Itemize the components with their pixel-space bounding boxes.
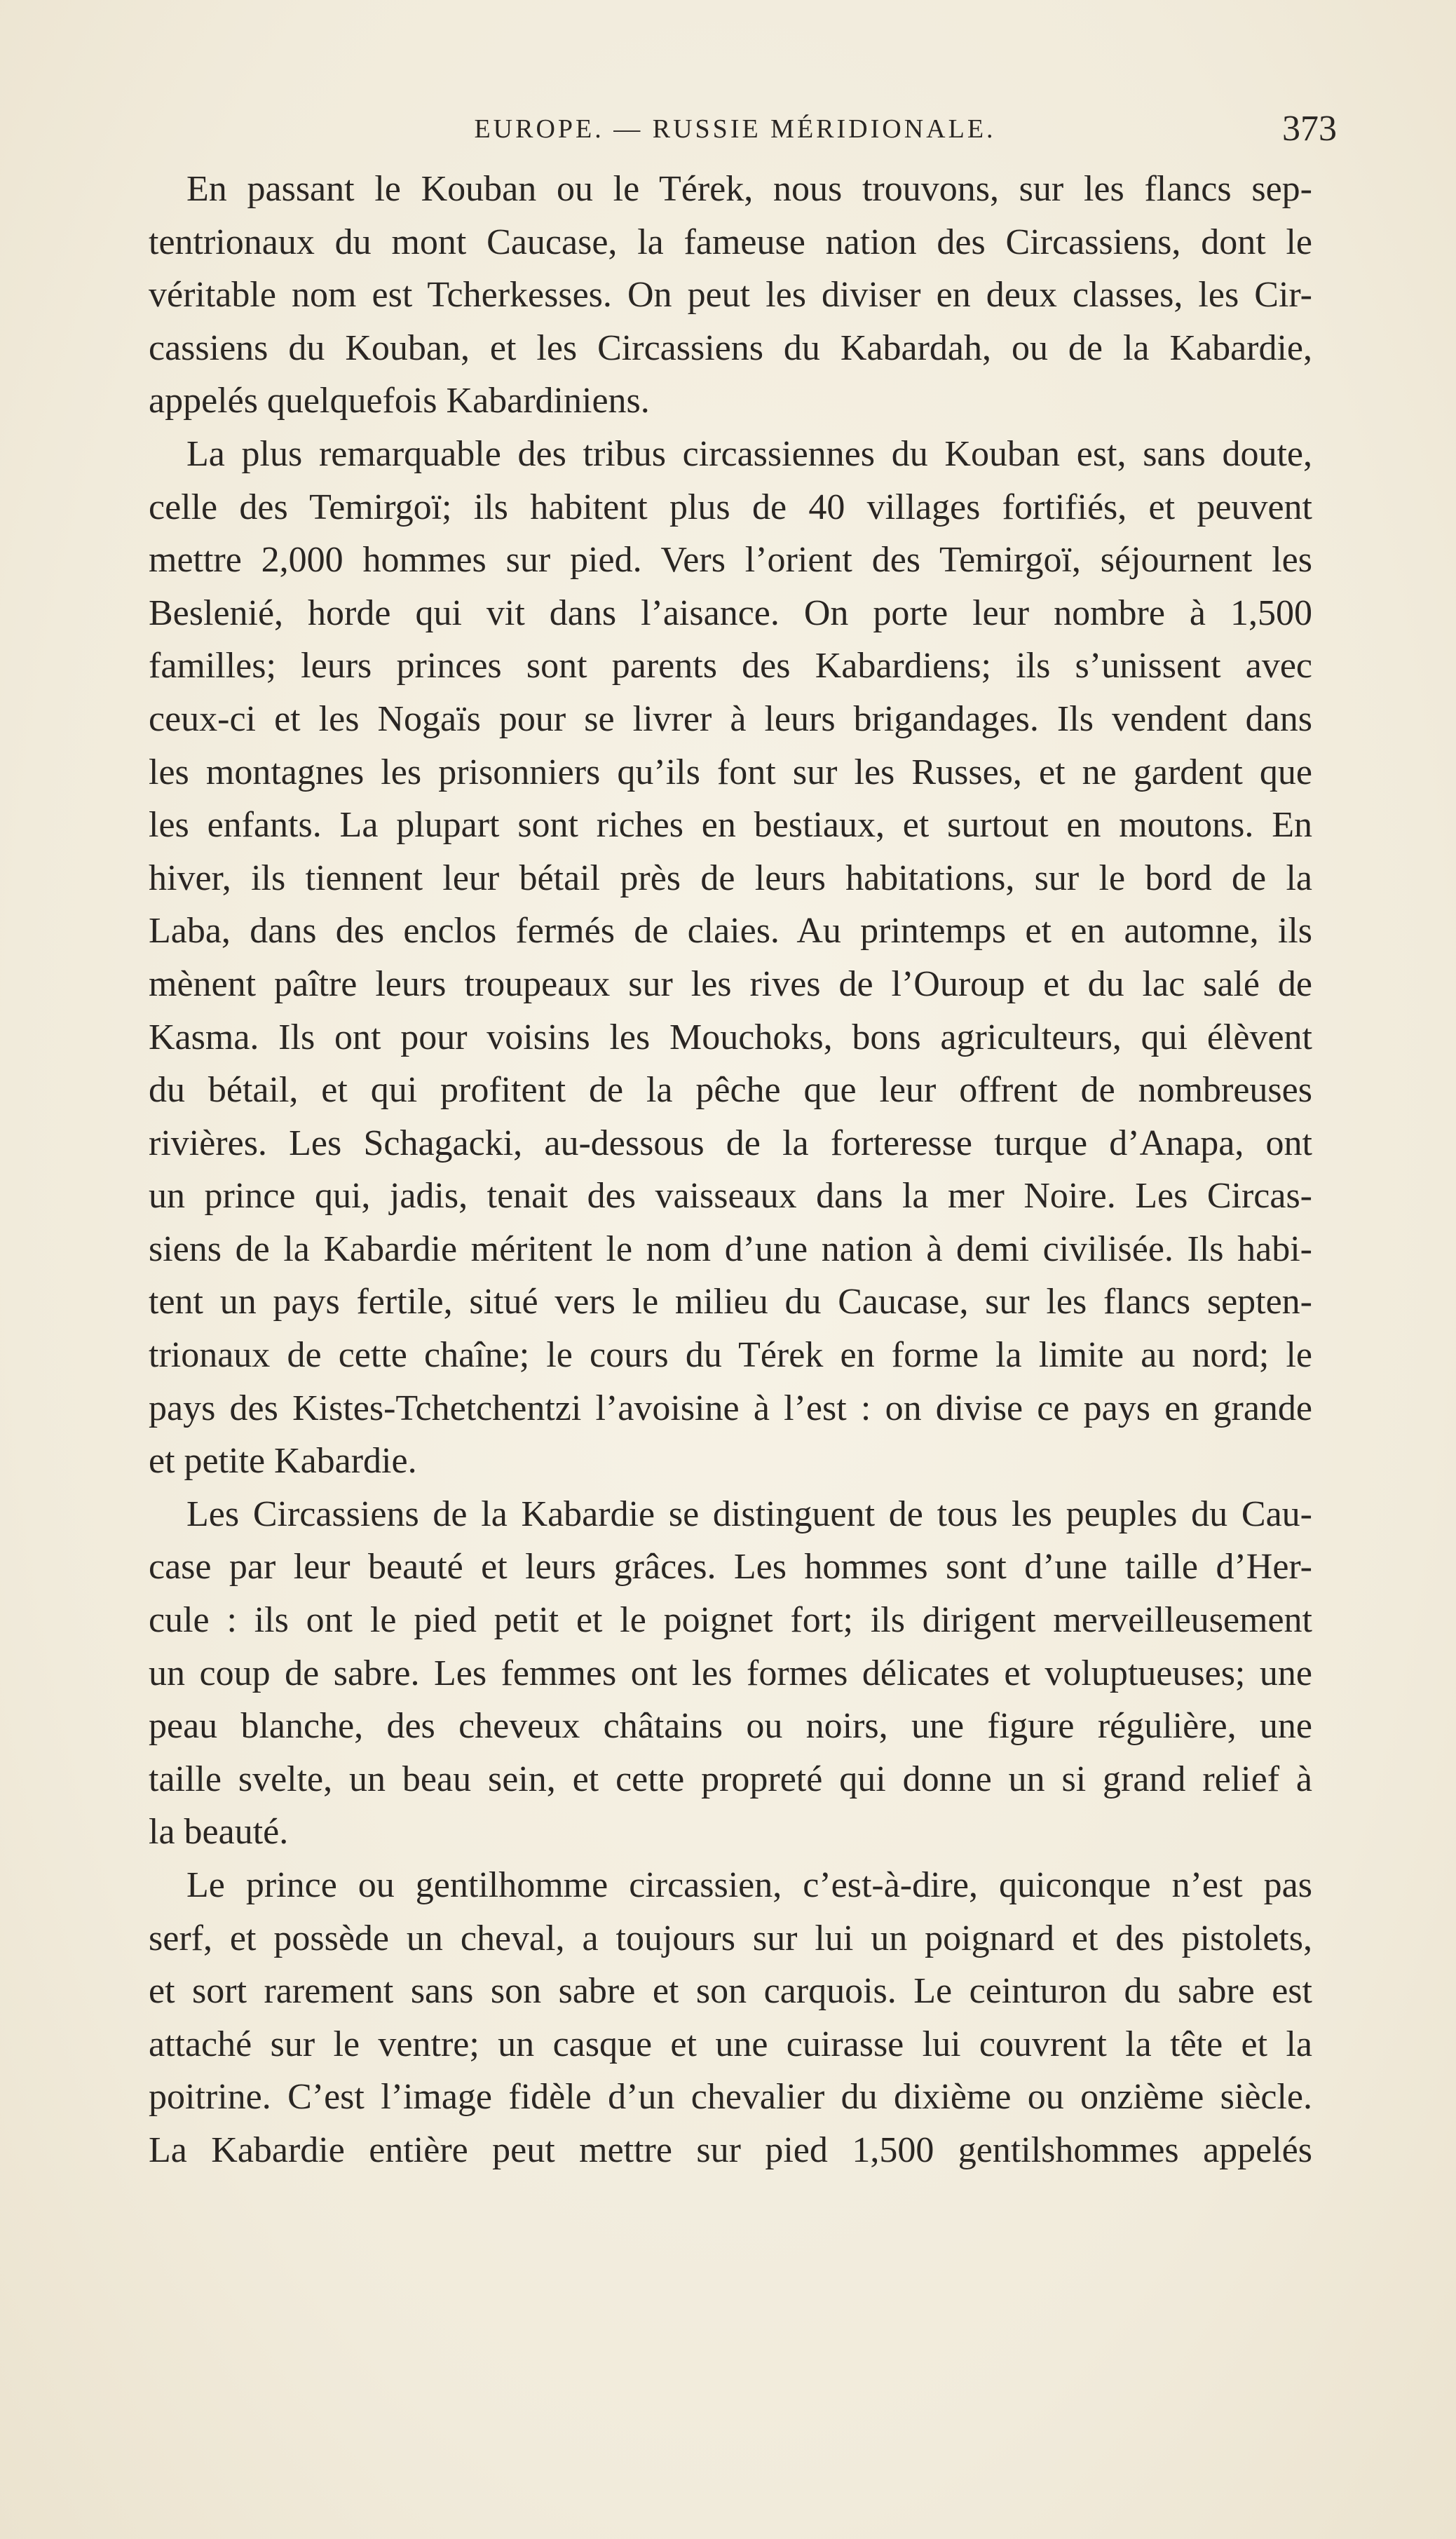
- text-line: siens de la Kabardie méritent le nom d’une nation à demi civilisée. Ils habi-: [149, 1228, 1312, 1269]
- text-line: Laba, dans des enclos fermés de claies. Au printemps et en automne, ils: [149, 911, 1312, 952]
- text-line: mènent paître leurs troupeaux sur les rives de l’Ouroup et du lac salé de: [149, 963, 1312, 1004]
- text-line: taille svelte, un beau sein, et cette propreté qui donne un si grand relief à: [149, 1759, 1312, 1799]
- text-line: tentrionaux du mont Caucase, la fameuse nation des Circassiens, dont le: [149, 222, 1312, 262]
- text-line: mettre 2,000 hommes sur pied. Vers l’orient des Temirgoï, séjournent les: [149, 540, 1312, 581]
- text-line: du bétail, et qui profitent de la pêche que leur offrent de nombreuses: [149, 1070, 1312, 1111]
- text-line: ceux-ci et les Nogaïs pour se livrer à leurs brigandages. Ils vendent dans: [149, 698, 1312, 739]
- text-line: et sort rarement sans son sabre et son carquois. Le ceinturon du sabre est: [149, 1971, 1312, 2012]
- text-line: La plus remarquable des tribus circassiennes du Kouban est, sans doute,: [186, 433, 1312, 474]
- text-line: rivières. Les Schagacki, au-dessous de la forteresse turque d’Anapa, ont: [149, 1123, 1312, 1163]
- text-line: Beslenié, horde qui vit dans l’aisance. On porte leur nombre à 1,500: [149, 593, 1312, 633]
- text-line: véritable nom est Tcherkesses. On peut les diviser en deux classes, les Cir-: [149, 275, 1312, 316]
- text-line: case par leur beauté et leurs grâces. Les hommes sont d’une taille d’Her-: [149, 1547, 1312, 1587]
- text-line: un prince qui, jadis, tenait des vaisseaux dans la mer Noire. Les Circas-: [149, 1176, 1312, 1217]
- text-line: et petite Kabardie.: [149, 1441, 417, 1482]
- running-head: [133, 105, 1337, 154]
- text-line: familles; leurs princes sont parents des Kabardiens; ils s’unissent avec: [149, 646, 1312, 686]
- text-line: peau blanche, des cheveux châtains ou noirs, une figure régulière, une: [149, 1706, 1312, 1747]
- running-title: EUROPE. — RUSSIE MÉRIDIONALE.: [474, 114, 996, 144]
- text-line: la beauté.: [149, 1812, 289, 1853]
- text-line: cule : ils ont le pied petit et le poignet fort; ils dirigent merveilleusement: [149, 1600, 1312, 1641]
- text-line: Les Circassiens de la Kabardie se distinguent de tous les peuples du Cau-: [186, 1494, 1312, 1534]
- text-line: cassiens du Kouban, et les Circassiens du Kabardah, ou de la Kabardie,: [149, 327, 1312, 368]
- text-line: Le prince ou gentilhomme circassien, c’est-à-dire, quiconque n’est pas: [186, 1865, 1312, 1905]
- page-number: 373: [1282, 109, 1337, 149]
- text-line: Kasma. Ils ont pour voisins les Mouchoks, bons agriculteurs, qui élèvent: [149, 1017, 1312, 1057]
- text-line: En passant le Kouban ou le Térek, nous trouvons, sur les flancs sep-: [186, 169, 1312, 209]
- text-line: trionaux de cette chaîne; le cours du Térek en forme la limite au nord; le: [149, 1335, 1312, 1376]
- text-line: La Kabardie entière peut mettre sur pied 1,500 gentilshommes appelés: [149, 2130, 1312, 2170]
- text-line: poitrine. C’est l’image fidèle d’un chevalier du dixième ou onzième siècle.: [149, 2077, 1312, 2118]
- text-line: les enfants. La plupart sont riches en bestiaux, et surtout en moutons. En: [149, 805, 1312, 846]
- text-line: un coup de sabre. Les femmes ont les formes délicates et voluptueuses; une: [149, 1653, 1312, 1693]
- text-line: celle des Temirgoï; ils habitent plus de 40 villages fortifiés, et peuvent: [149, 487, 1312, 527]
- text-line: appelés quelquefois Kabardiniens.: [149, 381, 650, 421]
- text-line: tent un pays fertile, situé vers le milieu du Caucase, sur les flancs septen-: [149, 1282, 1312, 1322]
- body-text: [149, 163, 1312, 2177]
- text-line: pays des Kistes-Tchetchentzi l’avoisine à l’est : on divise ce pays en grande: [149, 1388, 1312, 1428]
- text-line: les montagnes les prisonniers qu’ils font sur les Russes, et ne gardent que: [149, 752, 1312, 792]
- text-line: hiver, ils tiennent leur bétail près de leurs habitations, sur le bord de la: [149, 858, 1312, 898]
- text-line: serf, et possède un cheval, a toujours sur lui un poignard et des pistolets,: [149, 1918, 1312, 1958]
- text-line: attaché sur le ventre; un casque et une cuirasse lui couvrent la tête et la: [149, 2024, 1312, 2064]
